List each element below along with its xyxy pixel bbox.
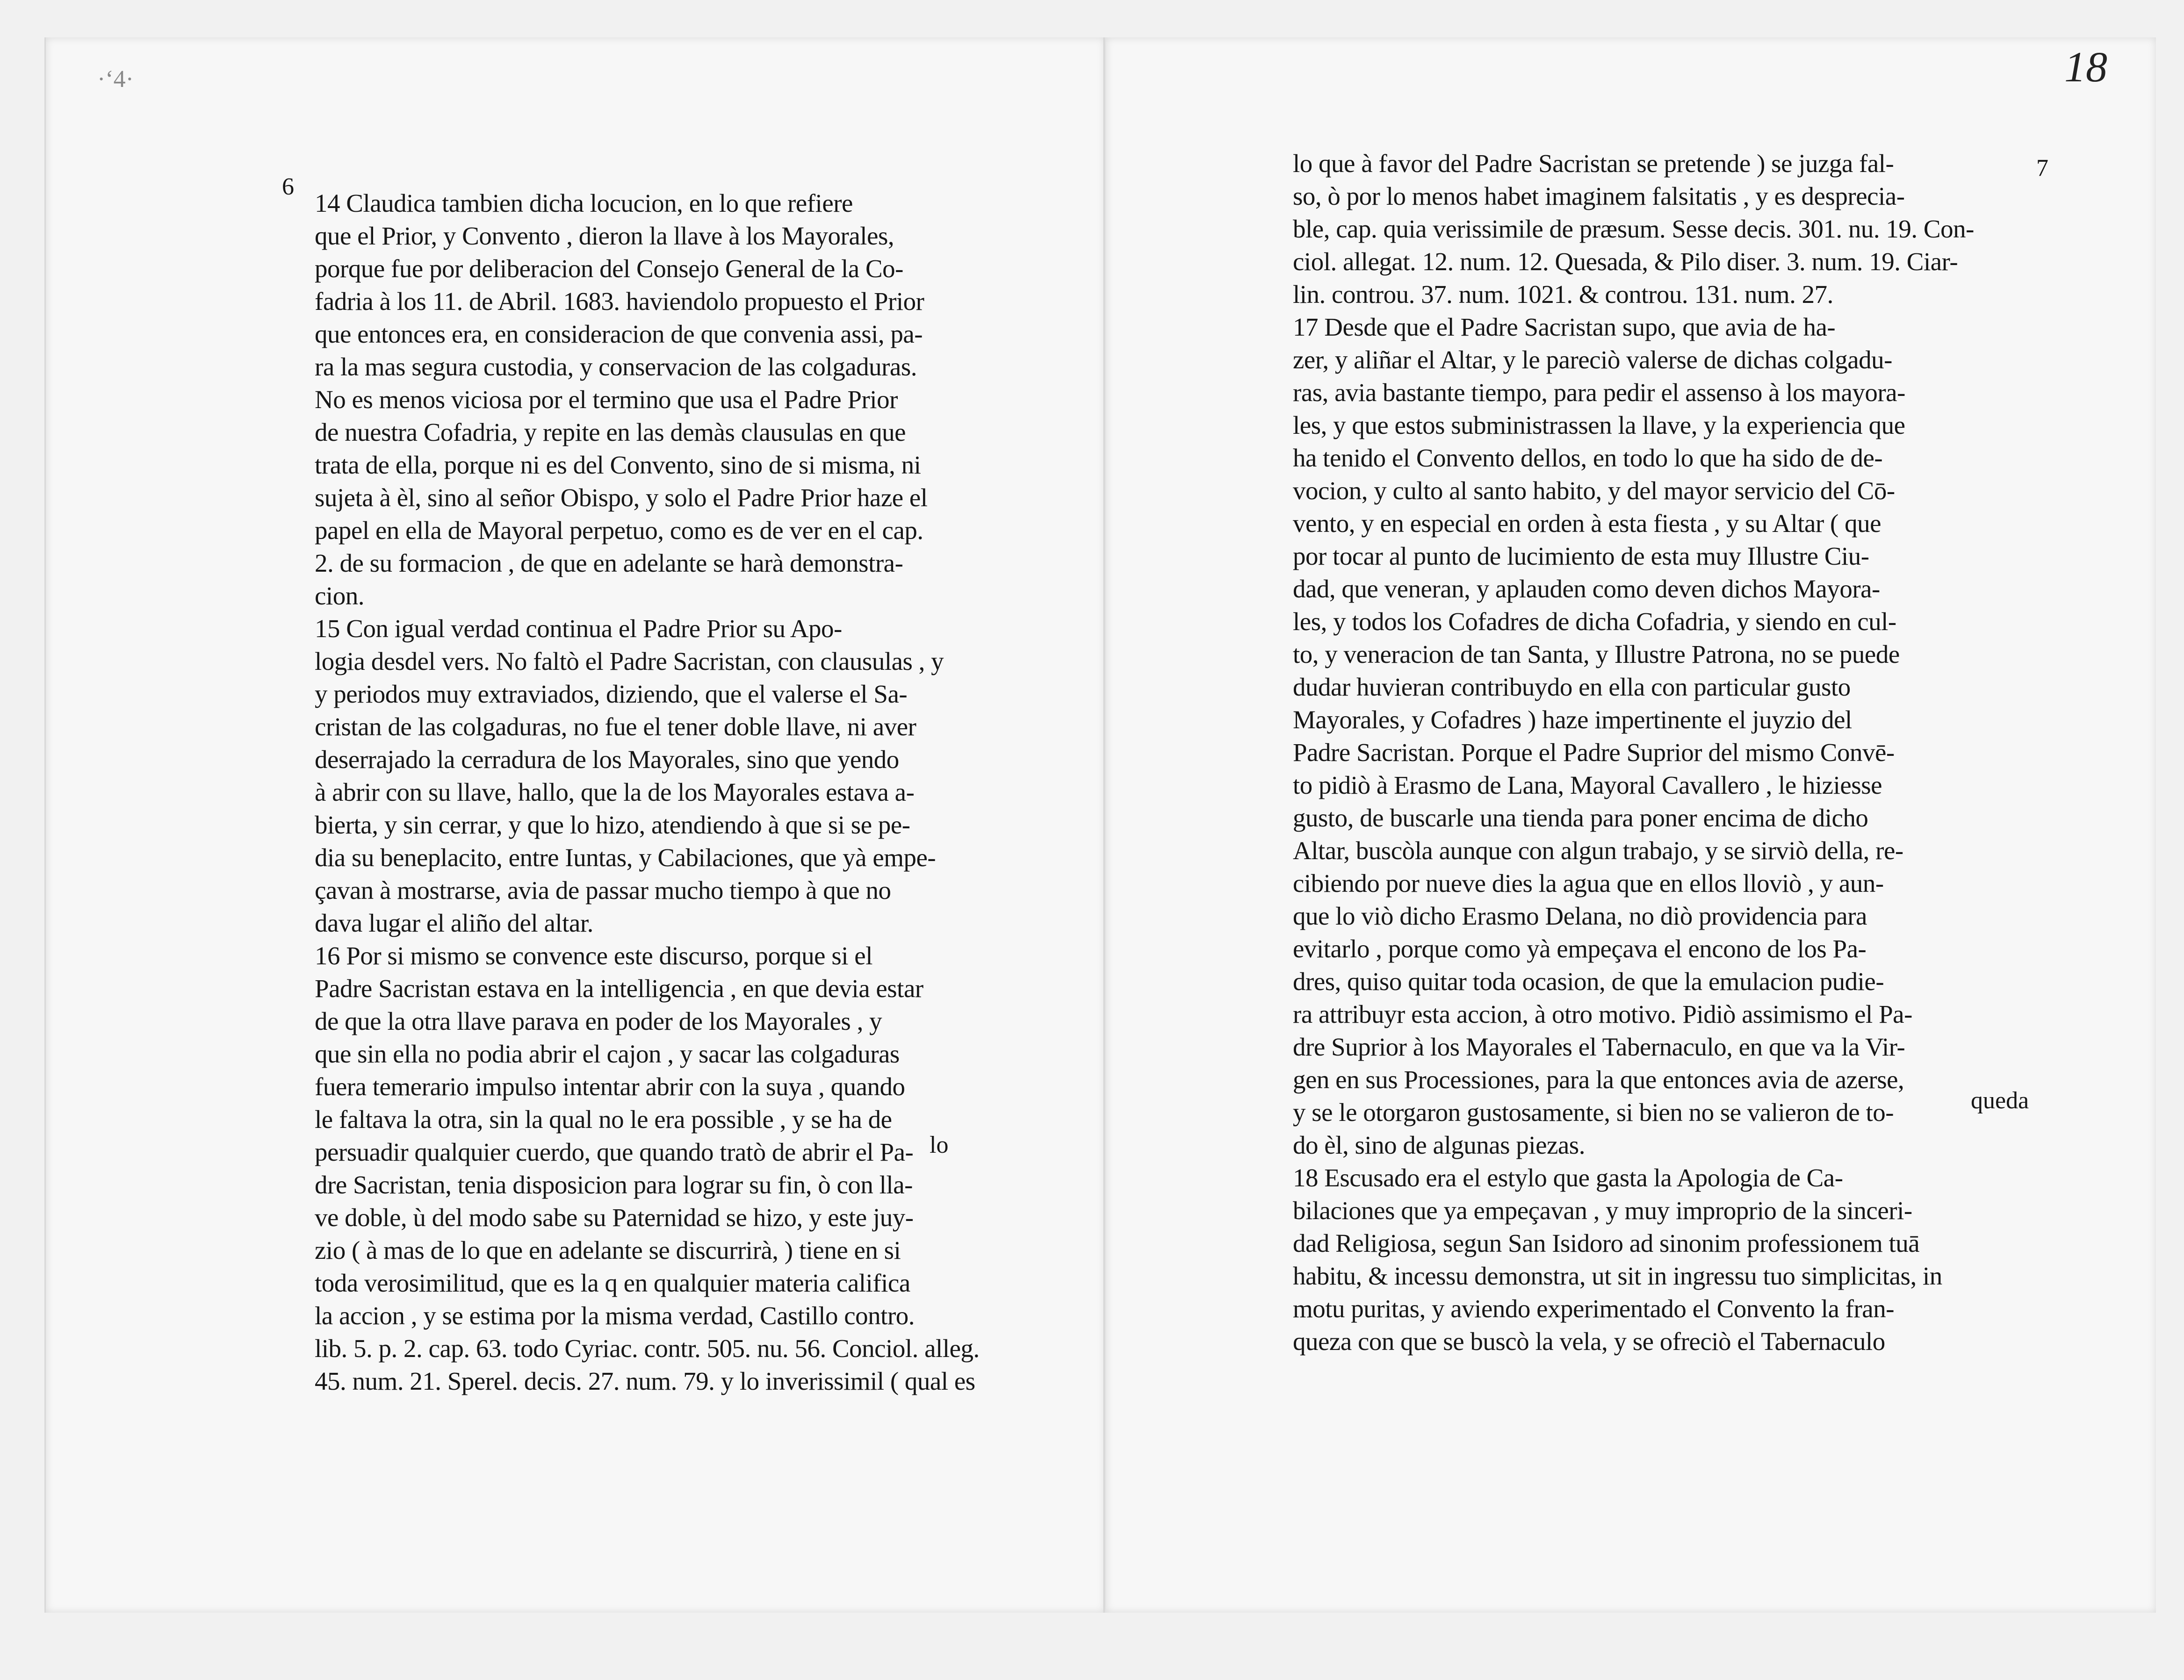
text-line: 15 Con igual verdad continua el Padre Prior su Apo- [315,614,842,643]
text-line: gusto, de buscarle una tienda para poner encima de dicho [1293,804,1868,832]
text-line: cristan de las colgaduras, no fue el tener doble llave, ni aver [315,712,916,741]
text-line: lo que à favor del Padre Sacristan se pretende ) se juzga fal- [1293,149,1894,178]
catchword-left: lo [930,1132,949,1158]
text-line: fadria à los 11. de Abril. 1683. haviendolo propuesto el Prior [315,287,924,316]
text-line: toda verosimilitud, que es la q en qualquier materia califica [315,1269,910,1297]
text-line: do èl, sino de algunas piezas. [1293,1131,1585,1159]
text-line: que lo viò dicho Erasmo Delana, no diò providencia para [1293,902,1867,930]
text-line: ras, avia bastante tiempo, para pedir el assenso à los mayora- [1293,378,1905,407]
text-line: gen en sus Processiones, para la que entonces avia de azerse, [1293,1065,1904,1094]
text-line: 2. de su formacion , de que en adelante se harà demonstra- [315,549,903,577]
text-line: ra la mas segura custodia, y conservacion de las colgaduras. [315,352,917,381]
text-line: ciol. allegat. 12. num. 12. Quesada, & Pilo diser. 3. num. 19. Ciar- [1293,247,1958,276]
folio-number: 18 [2064,43,2107,91]
text-line: dre Suprior à los Mayorales el Tabernaculo, en que va la Vir- [1293,1033,1905,1061]
left-page-text [315,187,990,1398]
text-line: zio ( à mas de lo que en adelante se discurrirà, ) tiene en si [315,1236,901,1264]
text-line: dres, quiso quitar toda ocasion, de que la emulacion pudie- [1293,967,1884,996]
text-line: bierta, y sin cerrar, y que lo hizo, atendiendo à que si se pe- [315,811,910,839]
text-line: sujeta à èl, sino al señor Obispo, y solo el Padre Prior haze el [315,483,928,512]
text-line: dia su beneplacito, entre Iuntas, y Cabilaciones, que yà empe- [315,843,936,872]
text-line: ra attribuyr esta accion, à otro motivo. Pidiò assimismo el Pa- [1293,1000,1912,1028]
corner-mark: ·ʻ4· [97,66,134,93]
catchword-right: queda [1971,1087,2029,1114]
text-line: 18 Escusado era el estylo que gasta la Apologia de Ca- [1293,1163,1843,1192]
text-line: dudar huvieran contribuydo en ella con particular gusto [1293,673,1851,701]
text-line: les, y que estos subministrassen la llave, y la experiencia que [1293,411,1905,439]
text-line: çavan à mostrarse, avia de passar mucho tiempo à que no [315,876,891,905]
text-line: ble, cap. quia verissimile de præsum. Sesse decis. 301. nu. 19. Con- [1293,215,1974,243]
text-line: bilaciones que ya empeçavan , y muy improprio de la sinceri- [1293,1196,1912,1225]
text-line: 17 Desde que el Padre Sacristan supo, que avia de ha- [1293,313,1836,341]
text-line: Padre Sacristan estava en la intelligencia , en que devia estar [315,974,923,1003]
text-line: y se le otorgaron gustosamente, si bien no se valieron de to- [1293,1098,1894,1127]
text-line: dava lugar el aliño del altar. [315,909,593,937]
text-line: motu puritas, y aviendo experimentado el Convento la fran- [1293,1294,1895,1323]
text-line: logia desdel vers. No faltò el Padre Sacristan, con clausulas , y [315,647,944,675]
text-line: la accion , y se estima por la misma verdad, Castillo contro. [315,1301,915,1330]
text-line: to, y veneracion de tan Santa, y Illustre Patrona, no se puede [1293,640,1900,668]
text-line: vocion, y culto al santo habito, y del mayor servicio del Cō- [1293,476,1895,505]
text-line: lin. controu. 37. num. 1021. & controu. 131. num. 27. [1293,280,1833,309]
text-line: zer, y aliñar el Altar, y le pareciò valerse de dichas colgadu- [1293,345,1892,374]
text-line: cion. [315,582,364,610]
text-line: cibiendo por nueve dies la agua que en ellos lloviò , y aun- [1293,869,1884,897]
text-line: à abrir con su llave, hallo, que la de los Mayorales estava a- [315,778,915,806]
text-line: to pidiò à Erasmo de Lana, Mayoral Cavallero , le hiziesse [1293,771,1882,799]
text-line: so, ò por lo menos habet imaginem falsitatis , y es despreciа- [1293,182,1905,210]
text-line: Padre Sacristan. Porque el Padre Suprior del mismo Convē- [1293,738,1895,767]
text-line: vento, y en especial en orden à esta fiesta , y su Altar ( que [1293,509,1881,538]
text-line: ve doble, ù del modo sabe su Paternidad se hizo, y este juy- [315,1203,914,1232]
text-line: y periodos muy extraviados, diziendo, que el valerse el Sa- [315,680,908,708]
page-number-left: 6 [282,173,294,200]
text-line: porque fue por deliberacion del Consejo General de la Co- [315,254,903,283]
text-line: fuera temerario impulso intentar abrir con la suya , quando [315,1072,905,1101]
text-line: que sin ella no podia abrir el cajon , y sacar las colgaduras [315,1040,900,1068]
text-line: dad Religiosa, segun San Isidoro ad sinonim professionem tuā [1293,1229,1920,1257]
text-line: dad, que veneran, y aplauden como deven dichos Mayora- [1293,574,1880,603]
text-line: No es menos viciosa por el termino que usa el Padre Prior [315,385,898,414]
right-page [1106,37,2156,1613]
text-line: 45. num. 21. Sperel. decis. 27. num. 79. y lo inverissimil ( qual es [315,1367,975,1395]
text-line: por tocar al punto de lucimiento de esta muy Illustre Ciu- [1293,542,1869,570]
text-line: queza con que se buscò la vela, y se ofreciò el Tabernaculo [1293,1327,1885,1356]
text-line: 14 Claudica tambien dicha locucion, en lo que refiere [315,189,853,217]
text-line: le faltava la otra, sin la qual no le era possible , y se ha de [315,1105,892,1134]
right-page-text [1293,147,2048,1358]
book-spread [44,37,2184,1617]
text-line: Altar, buscòla aunque con algun trabajo, y se sirviò della, re- [1293,836,1903,865]
text-line: ha tenido el Convento dellos, en todo lo que ha sido de de- [1293,444,1883,472]
text-line: Mayorales, y Cofadres ) haze impertinente el juyzio del [1293,705,1852,734]
text-line: trata de ella, porque ni es del Convento, sino de si misma, ni [315,451,921,479]
text-line: dre Sacristan, tenia disposicion para lograr su fin, ò con lla- [315,1170,913,1199]
text-line: de que la otra llave parava en poder de los Mayorales , y [315,1007,882,1035]
text-line: papel en ella de Mayoral perpetuo, como es de ver en el cap. [315,516,923,545]
text-line: deserrajado la cerradura de los Mayorales, sino que yendo [315,745,899,774]
text-line: habitu, & incessu demonstra, ut sit in ingressu tuo simplicitas, in [1293,1262,1942,1290]
text-line: de nuestra Cofadria, y repite en las demàs clausulas en que [315,418,906,446]
text-line: evitarlo , porque como yà empeçava el encono de los Pa- [1293,934,1867,963]
text-line: persuadir qualquier cuerdo, que quando tratò de abrir el Pa- [315,1138,914,1166]
left-page [44,37,1105,1613]
text-line: les, y todos los Cofadres de dicha Cofadria, y siendo en cul- [1293,607,1896,636]
text-line: 16 Por si mismo se convence este discurso, porque si el [315,941,872,970]
text-line: que entonces era, en consideracion de que convenia assi, pa- [315,320,923,348]
text-line: lib. 5. p. 2. cap. 63. todo Cyriac. contr. 505. nu. 56. Conciol. alleg. [315,1334,980,1363]
page-number-right: 7 [2036,155,2048,181]
text-line: que el Prior, y Convento , dieron la llave à los Mayorales, [315,222,894,250]
